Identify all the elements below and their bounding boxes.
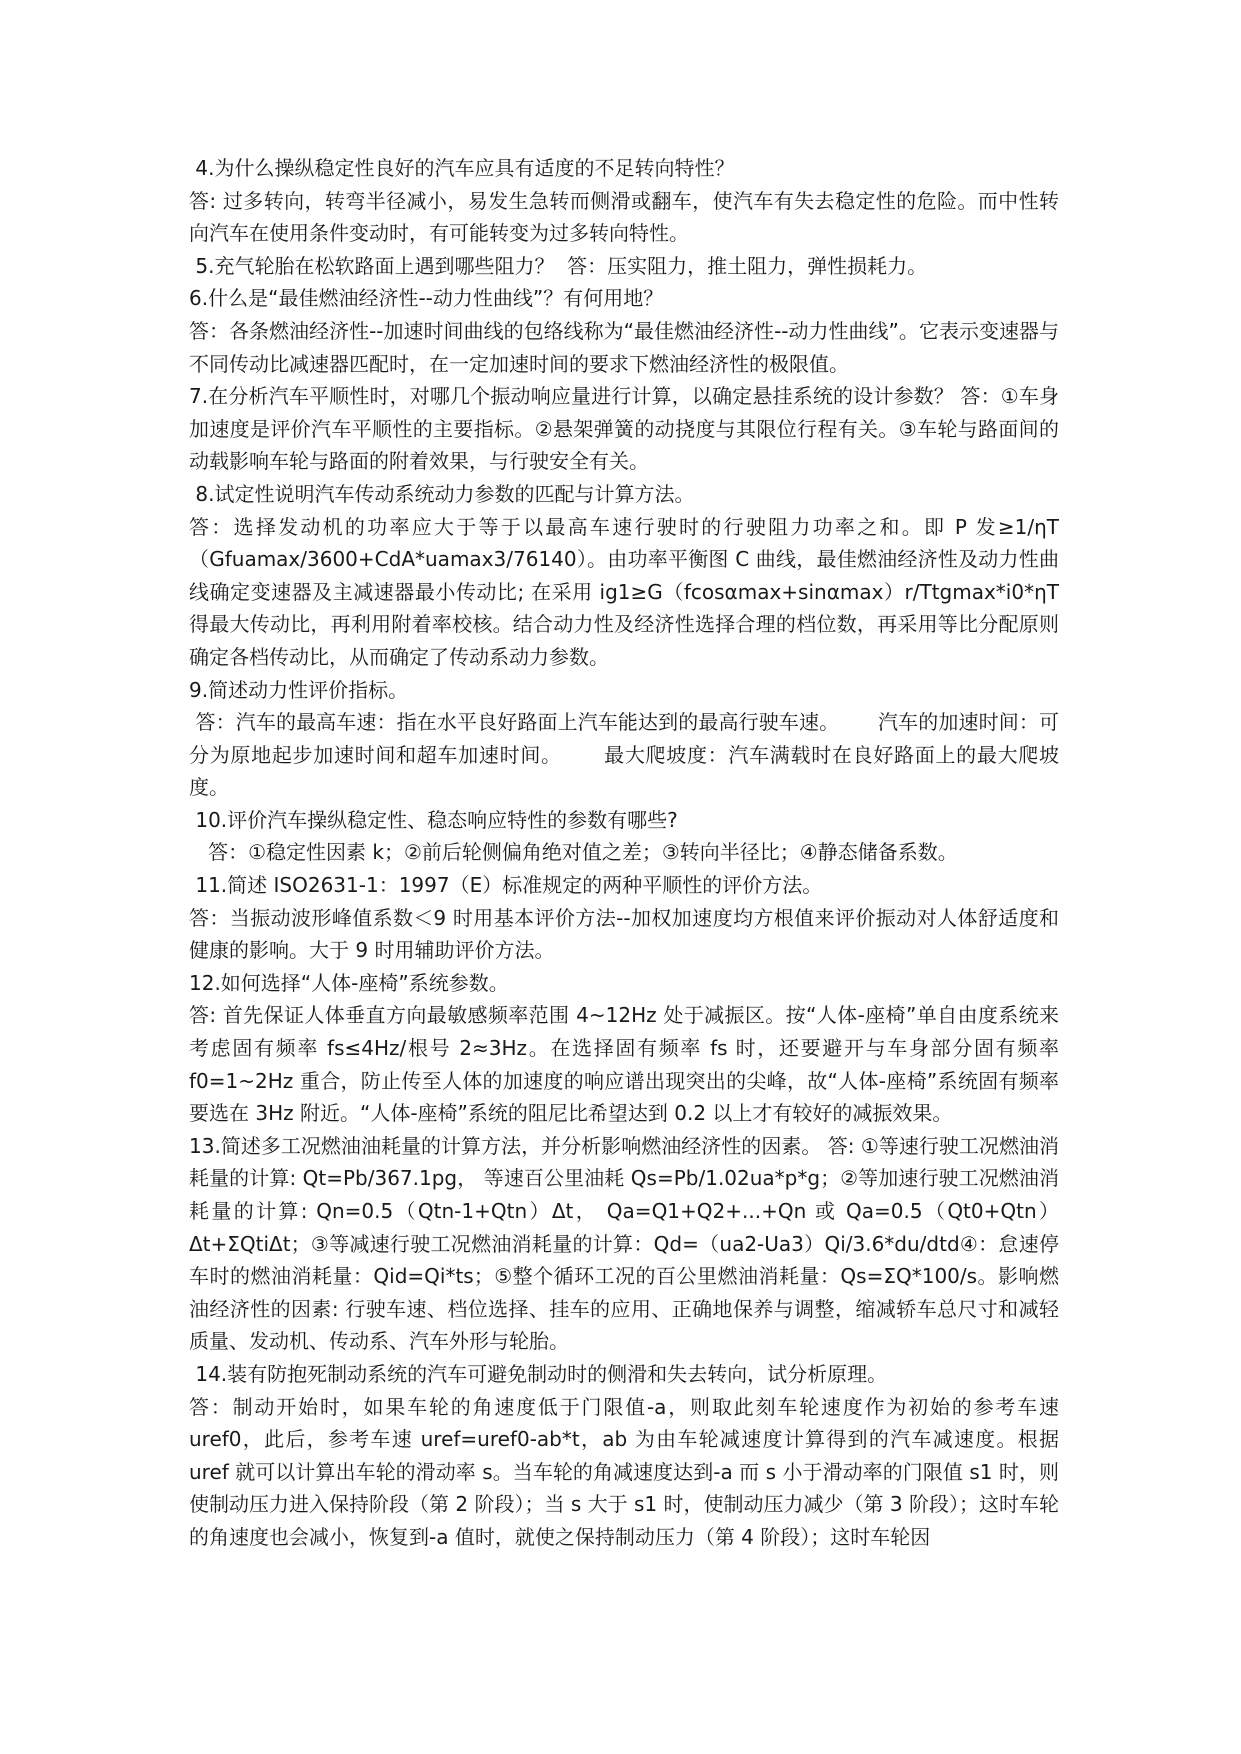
answer-14: 答：制动开始时，如果车轮的角速度低于门限值-a，则取此刻车轮速度作为初始的参考车速 uref0，此后，参考车速 uref=uref0-ab*t，ab 为由车轮减速度计算得到的汽车减速度。根据 uref 就可以计算出车轮的滑动率 s。当车轮的角减速度达到-a 而 s 小于滑动率的门限值 s1 时，则使制动压力进入保持阶段（第 2 阶段）；当 s 大于 s1 时，使制动压力减少（第 3 阶段）；这时车轮的角速度也会减小，恢复到-a 值时，就使之保持制动压力（第 4 阶段）；这时车轮因: [189, 1394, 1066, 1549]
question-5: 5.充气轮胎在松软路面上遇到哪些阻力？ 答：压实阻力，推土阻力，弹性损耗力。: [189, 253, 928, 278]
answer-8: 答：选择发动机的功率应大于等于以最高车速行驶时的行驶阻力功率之和。即 P 发≥1/ηT（Gfuamax/3600+CdA*uamax3/76140）。由功率平衡图 C 曲线，最佳燃油经济性及动力性曲线确定变速器及主减速器最小传动比; 在采用 ig1≥G（fcosαmax+sinαmax）r/Ttgmax*i0*ηT 得最大传动比，再利用附着率校核。结合动力性及经济性选择合理的档位数，再采用等比分配原则确定各档传动比，从而确定了传动系动力参数。: [189, 514, 1066, 669]
question-12: 12.如何选择“人体-座椅”系统参数。: [189, 970, 509, 995]
answer-10: 答：①稳定性因素 k；②前后轮侧偏角绝对值之差；③转向半径比；④静态储备系数。: [189, 840, 958, 865]
document-body: [189, 152, 1066, 1554]
answer-9: 答：汽车的最高车速：指在水平良好路面上汽车能达到的最高行驶车速。 汽车的加速时间：可分为原地起步加速时间和超车加速时间。 最大爬坡度：汽车满载时在良好路面上的最大爬坡度。: [189, 710, 1059, 800]
question-9: 9.简述动力性评价指标。: [189, 677, 409, 702]
question-13: 13.简述多工况燃油油耗量的计算方法，并分析影响燃油经济性的因素。 答: ①等速行驶工况燃油消耗量的计算: Qt=Pb/367.1pg， 等速百公里油耗 Qs=Pb/1.02ua*p*g；②等加速行驶工况燃油消耗量的计算: Qn=0.5（Qtn-1+Qtn）Δt， Qa=Q1+Q2+...+Qn 或 Qa=0.5（Qt0+Qtn）Δt+ΣQtiΔt；③等减速行驶工况燃油消耗量的计算：Qd=（ua2-Ua3）Qi/3.6*du/dtd④：怠速停车时的燃油消耗量：Qid=Qi*ts；⑤整个循环工况的百公里燃油消耗量：Qs=ΣQ*100/s。影响燃油经济性的因素: 行驶车速、档位选择、挂车的应用、正确地保养与调整，缩减轿车总尺寸和减轻质量、发动机、传动系、汽车外形与轮胎。: [189, 1133, 1059, 1354]
question-11: 11.简述 ISO2631-1：1997（E）标准规定的两种平顺性的评价方法。: [189, 873, 823, 898]
answer-4: 答: 过多转向，转弯半径减小，易发生急转而侧滑或翻车，使汽车有失去稳定性的危险。而中性转向汽车在使用条件变动时，有可能转变为过多转向特性。: [189, 188, 1059, 246]
question-7: 7.在分析汽车平顺性时，对哪几个振动响应量进行计算，以确定悬挂系统的设计参数？ 答：①车身加速度是评价汽车平顺性的主要指标。②悬架弹簧的动挠度与其限位行程有关。③车轮与路面间的动载影响车轮与路面的附着效果，与行驶安全有关。: [189, 384, 1059, 474]
question-4: 4.为什么操纵稳定性良好的汽车应具有适度的不足转向特性？: [189, 156, 735, 180]
question-6: 6.什么是“最佳燃油经济性--动力性曲线”？有何用地？: [189, 286, 664, 311]
answer-6: 答：各条燃油经济性--加速时间曲线的包络线称为“最佳燃油经济性--动力性曲线”。它表示变速器与不同传动比减速器匹配时，在一定加速时间的要求下燃油经济性的极限值。: [189, 318, 1059, 376]
question-14: 14.装有防抱死制动系统的汽车可避免制动时的侧滑和失去转向，试分析原理。: [189, 1361, 888, 1386]
question-8: 8.试定性说明汽车传动系统动力参数的匹配与计算方法。: [189, 481, 695, 506]
answer-11: 答：当振动波形峰值系数＜9 时用基本评价方法--加权加速度均方根值来评价振动对人体舒适度和健康的影响。大于 9 时用辅助评价方法。: [189, 905, 1059, 963]
answer-12: 答: 首先保证人体垂直方向最敏感频率范围 4~12Hz 处于减振区。按“人体-座椅”单自由度系统来考虑固有频率 fs≤4Hz/根号 2≈3Hz。在选择固有频率 fs 时，还要避开与车身部分固有频率 f0=1~2Hz 重合，防止传至人体的加速度的响应谱出现突出的尖峰，故“人体-座椅”系统固有频率要选在 3Hz 附近。“人体-座椅”系统的阻尼比希望达到 0.2 以上才有较好的减振效果。: [189, 1003, 1066, 1126]
question-10: 10.评价汽车操纵稳定性、稳态响应特性的参数有哪些?: [189, 807, 678, 832]
